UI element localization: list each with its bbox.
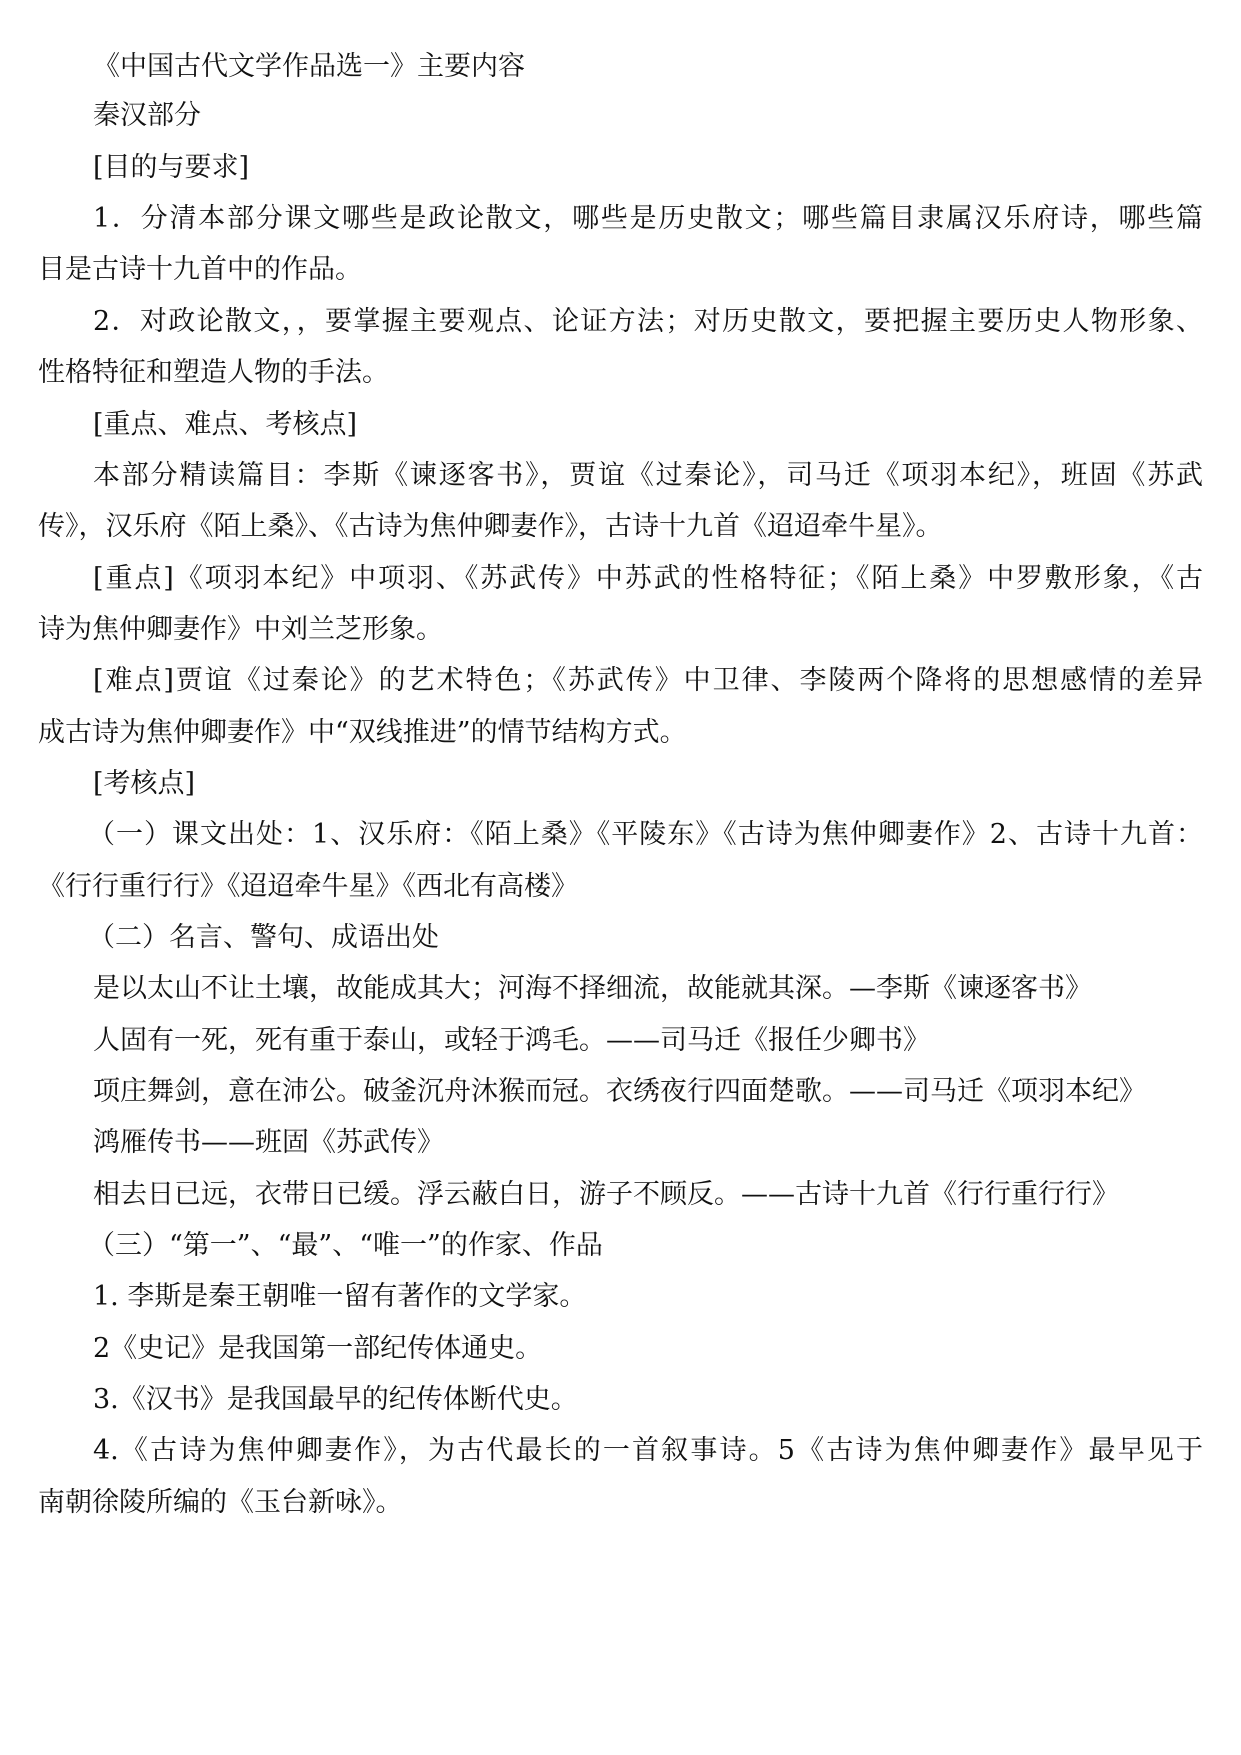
sources-line-1: （一）课文出处：1、汉乐府：《陌上桑》《平陵东》《古诗为焦仲卿妻作》2、古诗十九首： — [88, 819, 1203, 850]
quotes-heading: （二）名言、警句、成语出处 — [88, 922, 439, 953]
quote-line: 项庄舞剑，意在沛公。破釜沉舟沐猴而冠。衣绣夜行四面楚歌。——司马迁《项羽本纪》 — [93, 1076, 1146, 1107]
section-heading: 秦汉部分 — [93, 100, 201, 131]
difficulty-line-2: 成古诗为焦仲卿妻作》中“双线推进”的情节结构方式。 — [38, 717, 687, 748]
key-points-heading: [重点、难点、考核点] — [93, 409, 358, 440]
focus-line-2: 诗为焦仲卿妻作》中刘兰芝形象。 — [38, 614, 443, 645]
sources-line-2: 《行行重行行》《迢迢牵牛星》《西北有高楼》 — [38, 871, 578, 902]
goal-1-line-2: 目是古诗十九首中的作品。 — [38, 254, 362, 285]
goal-1-line-1: 1．分清本部分课文哪些是政论散文，哪些是历史散文；哪些篇目隶属汉乐府诗，哪些篇 — [93, 203, 1203, 234]
reading-line-1: 本部分精读篇目：李斯《谏逐客书》，贾谊《过秦论》，司马迁《项羽本纪》，班固《苏武 — [93, 460, 1203, 491]
firsts-item-line-2: 南朝徐陵所编的《玉台新咏》。 — [38, 1487, 403, 1518]
goals-heading: [目的与要求] — [93, 152, 250, 183]
goal-2-line-1: 2．对政论散文，，要掌握主要观点、论证方法；对历史散文，要把握主要历史人物形象、 — [93, 306, 1203, 337]
firsts-item-line-1: 4.《古诗为焦仲卿妻作》，为古代最长的一首叙事诗。5《古诗为焦仲卿妻作》最早见于 — [93, 1435, 1203, 1466]
exam-points-heading: [考核点] — [93, 768, 196, 799]
reading-line-2: 传》，汉乐府《陌上桑》、《古诗为焦仲卿妻作》，古诗十九首《迢迢牵牛星》。 — [38, 511, 943, 542]
firsts-heading: （三）“第一”、“最”、“唯一”的作家、作品 — [88, 1230, 603, 1261]
quote-line: 人固有一死，死有重于泰山，或轻于鸿毛。——司马迁《报任少卿书》 — [93, 1025, 930, 1056]
goal-2-line-2: 性格特征和塑造人物的手法。 — [38, 357, 389, 388]
quote-line: 是以太山不让土壤，故能成其大；河海不择细流，故能就其深。—李斯《谏逐客书》 — [93, 973, 1092, 1004]
document-title: 《中国古代文学作品选一》主要内容 — [93, 51, 525, 82]
focus-line-1: [重点]《项羽本纪》中项羽、《苏武传》中苏武的性格特征；《陌上桑》中罗敷形象，《古 — [93, 563, 1203, 594]
quote-line: 鸿雁传书——班固《苏武传》 — [93, 1127, 444, 1158]
quote-line: 相去日已远，衣带日已缓。浮云蔽白日，游子不顾反。——古诗十九首《行行重行行》 — [93, 1179, 1119, 1210]
firsts-item: 3.《汉书》是我国最早的纪传体断代史。 — [93, 1384, 578, 1415]
firsts-item: 2《史记》是我国第一部纪传体通史。 — [93, 1333, 543, 1364]
firsts-item: 1. 李斯是秦王朝唯一留有著作的文学家。 — [93, 1281, 587, 1312]
difficulty-line-1: [难点]贾谊《过秦论》的艺术特色；《苏武传》中卫律、李陵两个降将的思想感情的差异 — [93, 665, 1203, 696]
